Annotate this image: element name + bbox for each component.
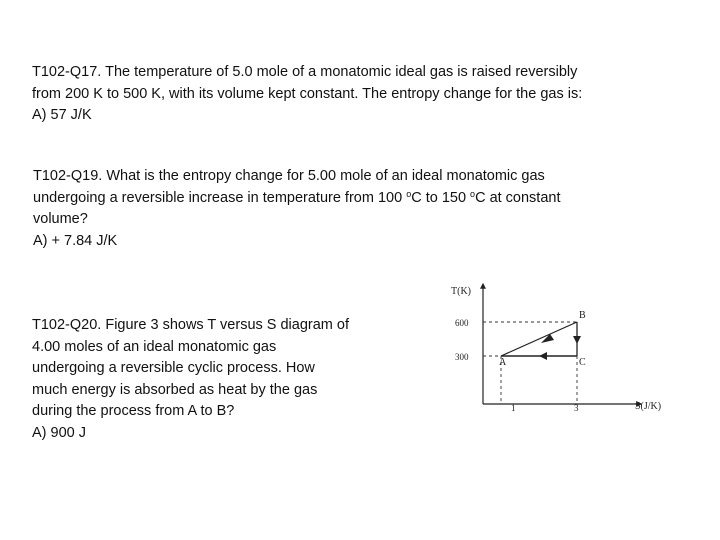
q19-line-2-part-c: C at constant (475, 189, 561, 206)
q20-text-line-3: undergoing a reversible cyclic process. How (32, 360, 315, 376)
q20-answer: A) 900 J (32, 424, 86, 441)
y-tick-300: 300 (455, 352, 469, 362)
y-tick-600: 600 (455, 318, 469, 328)
question-q19 (33, 166, 663, 252)
x-tick-1: 1 (511, 403, 516, 413)
degree-superscript: o (406, 188, 412, 199)
question-q17 (32, 62, 692, 127)
point-b-label: B (579, 310, 586, 321)
q20-text-line-5: during the process from A to B? (32, 403, 235, 419)
point-a-label: A (499, 357, 507, 368)
q20-text-line-1: T102-Q20. Figure 3 shows T versus S diagram of (32, 317, 349, 333)
y-axis-label: T(K) (451, 286, 471, 297)
point-c-label: C (579, 357, 586, 368)
q17-text-line-1: T102-Q17. The temperature of 5.0 mole of a monatomic ideal gas is raised reversibly (32, 64, 578, 80)
q20-text-line-4: much energy is absorbed as heat by the gas (32, 381, 318, 398)
q19-line-2-part-a: undergoing a reversible increase in temperature from 100 (33, 189, 407, 206)
degree-superscript: o (470, 188, 476, 199)
q19-answer: A) + 7.84 J/K (33, 232, 118, 249)
arrow-on-ca (539, 352, 547, 360)
path-a-to-b (501, 322, 577, 356)
ts-diagram (443, 278, 673, 418)
q19-line-2-part-b: C to 150 (411, 189, 471, 206)
q17-answer: A) 57 J/K (32, 107, 92, 123)
x-tick-3: 3 (574, 403, 579, 413)
q20-text-line-2: 4.00 moles of an ideal monatomic gas (32, 338, 277, 355)
x-axis-label: S(J/K) (635, 401, 662, 412)
question-q20 (32, 315, 392, 444)
q19-text-line-2 (33, 188, 663, 210)
q19-text-line-1: T102-Q19. What is the entropy change for 5.00 mole of an ideal monatomic gas (33, 168, 545, 184)
q19-text-line-3: volume? (33, 211, 88, 227)
q17-text-line-2: from 200 K to 500 K, with its volume kept constant. The entropy change for the gas is: (32, 85, 583, 102)
arrow-on-bc (573, 336, 581, 344)
